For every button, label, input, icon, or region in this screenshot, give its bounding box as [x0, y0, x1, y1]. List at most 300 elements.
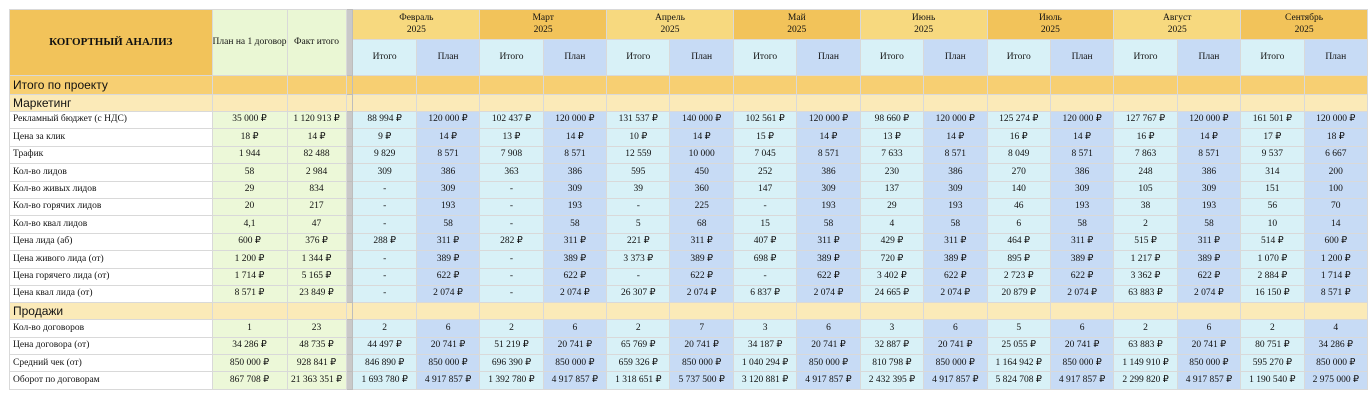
fact-total-cell[interactable]: 1 344 ₽ [287, 251, 346, 268]
subheader-total: Итого [733, 40, 796, 76]
month-plan-cell[interactable]: 8 571 [416, 146, 479, 163]
month-plan-cell[interactable]: 389 ₽ [1050, 251, 1113, 268]
month-header [987, 10, 1114, 40]
month-plan-cell[interactable]: 14 ₽ [543, 129, 606, 146]
month-plan-cell[interactable]: 6 [1050, 320, 1113, 337]
month-plan-cell[interactable]: 2 074 ₽ [1050, 285, 1113, 302]
month-total-cell[interactable]: - [353, 268, 416, 285]
month-total-cell[interactable]: 659 326 ₽ [607, 355, 670, 372]
plan-per-contract-cell[interactable]: 29 [212, 181, 287, 198]
month-plan-cell[interactable]: 70 [1304, 198, 1367, 215]
month-total-cell[interactable]: 15 [733, 216, 796, 233]
month-plan-cell[interactable]: 20 741 ₽ [924, 337, 987, 354]
section-cell [797, 76, 860, 95]
month-total-cell[interactable]: - [480, 251, 543, 268]
fact-total-cell[interactable]: 48 735 ₽ [287, 337, 346, 354]
fact-total-cell[interactable]: 23 849 ₽ [287, 285, 346, 302]
plan-per-contract-cell[interactable]: 1 200 ₽ [212, 251, 287, 268]
month-header [860, 10, 987, 40]
month-total-cell[interactable]: 151 [1241, 181, 1304, 198]
plan-per-contract-cell[interactable]: 600 ₽ [212, 233, 287, 250]
table-row [10, 285, 1368, 302]
plan-per-contract-cell[interactable]: 35 000 ₽ [212, 112, 287, 129]
month-plan-cell[interactable]: 309 [416, 181, 479, 198]
month-plan-cell[interactable]: 20 741 ₽ [543, 337, 606, 354]
month-plan-cell[interactable]: 6 [924, 320, 987, 337]
month-plan-cell[interactable]: 8 571 [1050, 146, 1113, 163]
month-header [607, 10, 734, 40]
month-total-cell[interactable]: 514 ₽ [1241, 233, 1304, 250]
month-total-cell[interactable]: 44 497 ₽ [353, 337, 416, 354]
section-cell [543, 76, 606, 95]
month-total-cell[interactable]: 698 ₽ [733, 251, 796, 268]
fact-total-cell[interactable]: 2 984 [287, 164, 346, 181]
plan-per-contract-cell[interactable]: 58 [212, 164, 287, 181]
month-total-cell[interactable]: 46 [987, 198, 1050, 215]
month-plan-cell[interactable]: 20 741 ₽ [797, 337, 860, 354]
month-total-cell[interactable]: 15 ₽ [733, 129, 796, 146]
month-total-cell[interactable]: 6 [987, 216, 1050, 233]
month-total-cell[interactable]: 3 362 ₽ [1114, 268, 1177, 285]
month-plan-cell[interactable]: 68 [670, 216, 733, 233]
frozen-divider [346, 303, 353, 320]
month-plan-cell[interactable]: 360 [670, 181, 733, 198]
section-cell [860, 95, 923, 112]
month-plan-cell[interactable]: 225 [670, 198, 733, 215]
month-plan-cell[interactable]: 4 917 857 ₽ [1177, 372, 1240, 389]
month-total-cell[interactable]: 309 [353, 164, 416, 181]
month-total-cell[interactable]: 407 ₽ [733, 233, 796, 250]
month-total-cell[interactable]: 515 ₽ [1114, 233, 1177, 250]
month-total-cell[interactable]: 9 ₽ [353, 129, 416, 146]
month-plan-cell[interactable]: 6 [416, 320, 479, 337]
month-total-cell[interactable]: - [733, 268, 796, 285]
month-plan-cell[interactable]: 8 571 [543, 146, 606, 163]
month-plan-cell[interactable]: 18 ₽ [1304, 129, 1367, 146]
plan-per-contract-cell[interactable]: 1 714 ₽ [212, 268, 287, 285]
month-total-cell[interactable]: 248 [1114, 164, 1177, 181]
month-plan-cell[interactable]: 2 074 ₽ [670, 285, 733, 302]
month-plan-cell[interactable]: 622 ₽ [670, 268, 733, 285]
month-plan-cell[interactable]: 58 [543, 216, 606, 233]
plan-per-contract-cell[interactable]: 34 286 ₽ [212, 337, 287, 354]
row-label: Трафик [10, 146, 213, 163]
month-total-cell[interactable]: 127 767 ₽ [1114, 112, 1177, 129]
section-cell [416, 95, 479, 112]
month-plan-cell[interactable]: 20 741 ₽ [416, 337, 479, 354]
month-plan-cell[interactable]: 311 ₽ [1050, 233, 1113, 250]
month-total-cell[interactable]: 2 299 820 ₽ [1114, 372, 1177, 389]
fact-total-cell[interactable]: 23 [287, 320, 346, 337]
month-total-cell[interactable]: 252 [733, 164, 796, 181]
section-cell [416, 76, 479, 95]
month-total-cell[interactable]: 2 [607, 320, 670, 337]
month-total-cell[interactable]: 32 887 ₽ [860, 337, 923, 354]
month-plan-cell[interactable]: 850 000 ₽ [797, 355, 860, 372]
month-total-cell[interactable]: 7 633 [860, 146, 923, 163]
month-plan-cell[interactable]: 850 000 ₽ [543, 355, 606, 372]
month-plan-cell[interactable]: 2 074 ₽ [797, 285, 860, 302]
month-total-cell[interactable]: 7 045 [733, 146, 796, 163]
month-plan-cell[interactable]: 14 ₽ [924, 129, 987, 146]
subheader-plan: План [416, 40, 479, 76]
month-total-cell[interactable]: 125 274 ₽ [987, 112, 1050, 129]
month-plan-cell[interactable]: 622 ₽ [924, 268, 987, 285]
fact-total-cell[interactable]: 82 488 [287, 146, 346, 163]
month-plan-cell[interactable]: 389 ₽ [924, 251, 987, 268]
month-total-cell[interactable]: 16 ₽ [987, 129, 1050, 146]
month-plan-cell[interactable]: 386 [543, 164, 606, 181]
month-total-cell[interactable]: 65 769 ₽ [607, 337, 670, 354]
month-total-cell[interactable]: 1 070 ₽ [1241, 251, 1304, 268]
month-plan-cell[interactable]: 2 074 ₽ [924, 285, 987, 302]
fact-total-cell[interactable]: 1 120 913 ₽ [287, 112, 346, 129]
month-total-cell[interactable]: 25 055 ₽ [987, 337, 1050, 354]
month-plan-cell[interactable]: 120 000 ₽ [543, 112, 606, 129]
month-total-cell[interactable]: 221 ₽ [607, 233, 670, 250]
month-total-cell[interactable]: 7 863 [1114, 146, 1177, 163]
month-total-cell[interactable]: 2 [1114, 216, 1177, 233]
month-plan-cell[interactable]: 6 667 [1304, 146, 1367, 163]
month-total-cell[interactable]: 10 [1241, 216, 1304, 233]
fact-total-cell[interactable]: 14 ₽ [287, 129, 346, 146]
month-plan-cell[interactable]: 14 ₽ [797, 129, 860, 146]
month-total-cell[interactable]: 102 437 ₽ [480, 112, 543, 129]
month-total-cell[interactable]: 26 307 ₽ [607, 285, 670, 302]
month-total-cell[interactable]: 63 883 ₽ [1114, 337, 1177, 354]
plan-per-contract-cell[interactable]: 8 571 ₽ [212, 285, 287, 302]
plan-per-contract-cell[interactable]: 1 944 [212, 146, 287, 163]
month-total-cell[interactable]: 314 [1241, 164, 1304, 181]
month-plan-cell[interactable]: 193 [416, 198, 479, 215]
month-plan-cell[interactable]: 193 [1050, 198, 1113, 215]
month-plan-cell[interactable]: 389 ₽ [670, 251, 733, 268]
month-total-cell[interactable]: 288 ₽ [353, 233, 416, 250]
month-plan-cell[interactable]: 386 [1050, 164, 1113, 181]
month-total-cell[interactable]: 595 [607, 164, 670, 181]
month-plan-cell[interactable]: 311 ₽ [797, 233, 860, 250]
month-plan-cell[interactable]: 850 000 ₽ [670, 355, 733, 372]
month-plan-cell[interactable]: 622 ₽ [1050, 268, 1113, 285]
month-total-cell[interactable]: 39 [607, 181, 670, 198]
month-plan-cell[interactable]: 309 [797, 181, 860, 198]
month-total-cell[interactable]: 363 [480, 164, 543, 181]
plan-per-contract-cell[interactable]: 4,1 [212, 216, 287, 233]
month-plan-cell[interactable]: 311 ₽ [1177, 233, 1240, 250]
month-plan-cell[interactable]: 8 571 [924, 146, 987, 163]
month-total-cell[interactable]: 16 150 ₽ [1241, 285, 1304, 302]
table-row [10, 355, 1368, 372]
month-total-cell[interactable]: 102 561 ₽ [733, 112, 796, 129]
fact-total-cell[interactable]: 217 [287, 198, 346, 215]
month-total-cell[interactable]: 1 318 651 ₽ [607, 372, 670, 389]
month-total-cell[interactable]: 2 723 ₽ [987, 268, 1050, 285]
month-plan-cell[interactable]: 386 [797, 164, 860, 181]
month-total-cell[interactable]: 137 [860, 181, 923, 198]
month-total-cell[interactable]: 846 890 ₽ [353, 355, 416, 372]
month-total-cell[interactable]: 2 [353, 320, 416, 337]
month-plan-cell[interactable]: 193 [797, 198, 860, 215]
month-plan-cell[interactable]: 100 [1304, 181, 1367, 198]
month-total-cell[interactable]: 20 879 ₽ [987, 285, 1050, 302]
month-total-cell[interactable]: 161 501 ₽ [1241, 112, 1304, 129]
row-label: Кол-во договоров [10, 320, 213, 337]
month-total-cell[interactable]: 9 537 [1241, 146, 1304, 163]
month-plan-cell[interactable]: 14 [1304, 216, 1367, 233]
month-plan-cell[interactable]: 20 741 ₽ [670, 337, 733, 354]
month-total-cell[interactable]: 3 [860, 320, 923, 337]
month-total-cell[interactable]: - [607, 268, 670, 285]
month-total-cell[interactable]: - [480, 285, 543, 302]
section-cell [1177, 303, 1240, 320]
month-plan-cell[interactable]: 309 [1177, 181, 1240, 198]
month-total-cell[interactable]: 1 149 910 ₽ [1114, 355, 1177, 372]
subheader-plan: План [1177, 40, 1240, 76]
month-plan-cell[interactable]: 4 [1304, 320, 1367, 337]
month-plan-cell[interactable]: 193 [543, 198, 606, 215]
month-plan-cell[interactable]: 1 200 ₽ [1304, 251, 1367, 268]
month-plan-cell[interactable]: 58 [1050, 216, 1113, 233]
month-total-cell[interactable]: - [480, 216, 543, 233]
month-plan-cell[interactable]: 6 [1177, 320, 1240, 337]
month-total-cell[interactable]: 29 [860, 198, 923, 215]
month-plan-cell[interactable]: 193 [1177, 198, 1240, 215]
row-label: Цена горячего лида (от) [10, 268, 213, 285]
month-plan-cell[interactable]: 600 ₽ [1304, 233, 1367, 250]
section-cell [924, 76, 987, 95]
month-plan-cell[interactable]: 389 ₽ [543, 251, 606, 268]
month-header [480, 10, 607, 40]
month-total-cell[interactable]: 38 [1114, 198, 1177, 215]
month-total-cell[interactable]: 2 [1114, 320, 1177, 337]
month-total-cell[interactable]: 6 837 ₽ [733, 285, 796, 302]
month-total-cell[interactable]: 3 120 881 ₽ [733, 372, 796, 389]
month-plan-cell[interactable]: 4 917 857 ₽ [797, 372, 860, 389]
fact-total-cell[interactable]: 5 165 ₽ [287, 268, 346, 285]
month-total-cell[interactable]: 895 ₽ [987, 251, 1050, 268]
month-total-cell[interactable]: - [733, 198, 796, 215]
section-cell [860, 76, 923, 95]
month-total-cell[interactable]: - [353, 285, 416, 302]
month-total-cell[interactable]: 7 908 [480, 146, 543, 163]
month-plan-cell[interactable]: 311 ₽ [670, 233, 733, 250]
section-cell [212, 76, 287, 95]
month-total-cell[interactable]: 1 693 780 ₽ [353, 372, 416, 389]
month-plan-cell[interactable]: 622 ₽ [1177, 268, 1240, 285]
month-plan-cell[interactable]: 311 ₽ [543, 233, 606, 250]
month-plan-cell[interactable]: 850 000 ₽ [1177, 355, 1240, 372]
month-plan-cell[interactable]: 200 [1304, 164, 1367, 181]
month-total-cell[interactable]: 12 559 [607, 146, 670, 163]
month-plan-cell[interactable]: 120 000 ₽ [1177, 112, 1240, 129]
month-plan-cell[interactable]: 58 [1177, 216, 1240, 233]
month-total-cell[interactable]: 8 049 [987, 146, 1050, 163]
month-plan-cell[interactable]: 1 714 ₽ [1304, 268, 1367, 285]
month-plan-cell[interactable]: 2 074 ₽ [543, 285, 606, 302]
month-plan-cell[interactable]: 120 000 ₽ [1050, 112, 1113, 129]
month-total-cell[interactable]: 1 164 942 ₽ [987, 355, 1050, 372]
subheader-total: Итого [607, 40, 670, 76]
month-total-cell[interactable]: 34 187 ₽ [733, 337, 796, 354]
month-total-cell[interactable]: 140 [987, 181, 1050, 198]
month-total-cell[interactable]: 13 ₽ [860, 129, 923, 146]
fact-total-cell[interactable]: 834 [287, 181, 346, 198]
month-total-cell[interactable]: 595 270 ₽ [1241, 355, 1304, 372]
month-total-cell[interactable]: 5 824 708 ₽ [987, 372, 1050, 389]
month-plan-cell[interactable]: 120 000 ₽ [924, 112, 987, 129]
month-total-cell[interactable]: 88 994 ₽ [353, 112, 416, 129]
month-plan-cell[interactable]: 4 917 857 ₽ [416, 372, 479, 389]
month-plan-cell[interactable]: 4 917 857 ₽ [1050, 372, 1113, 389]
month-plan-cell[interactable]: 850 000 ₽ [1050, 355, 1113, 372]
month-total-cell[interactable]: 5 [607, 216, 670, 233]
month-total-cell[interactable]: 80 751 ₽ [1241, 337, 1304, 354]
month-plan-cell[interactable]: 140 000 ₽ [670, 112, 733, 129]
month-total-cell[interactable]: 720 ₽ [860, 251, 923, 268]
table-title: КОГОРТНЫЙ АНАЛИЗ [10, 10, 213, 76]
month-plan-cell[interactable]: 14 ₽ [670, 129, 733, 146]
plan-per-contract-cell[interactable]: 1 [212, 320, 287, 337]
month-plan-cell[interactable]: 58 [416, 216, 479, 233]
month-plan-cell[interactable]: 6 [797, 320, 860, 337]
month-plan-cell[interactable]: 14 ₽ [416, 129, 479, 146]
month-total-cell[interactable]: 696 390 ₽ [480, 355, 543, 372]
month-total-cell[interactable]: 3 373 ₽ [607, 251, 670, 268]
frozen-divider [346, 285, 353, 302]
month-plan-cell[interactable]: 622 ₽ [797, 268, 860, 285]
month-total-cell[interactable]: - [607, 198, 670, 215]
month-total-cell[interactable]: 2 432 395 ₽ [860, 372, 923, 389]
month-plan-cell[interactable]: 4 917 857 ₽ [543, 372, 606, 389]
month-total-cell[interactable]: 270 [987, 164, 1050, 181]
fact-total-cell[interactable]: 47 [287, 216, 346, 233]
plan-per-contract-cell[interactable]: 20 [212, 198, 287, 215]
month-plan-cell[interactable]: 309 [1050, 181, 1113, 198]
month-total-cell[interactable]: 2 884 ₽ [1241, 268, 1304, 285]
month-total-cell[interactable]: 2 [1241, 320, 1304, 337]
month-plan-cell[interactable]: 309 [924, 181, 987, 198]
month-plan-cell[interactable]: 34 286 ₽ [1304, 337, 1367, 354]
month-total-cell[interactable]: 1 040 294 ₽ [733, 355, 796, 372]
month-plan-cell[interactable]: 20 741 ₽ [1177, 337, 1240, 354]
month-total-cell[interactable]: 56 [1241, 198, 1304, 215]
month-total-cell[interactable]: 63 883 ₽ [1114, 285, 1177, 302]
fact-total-cell[interactable]: 376 ₽ [287, 233, 346, 250]
month-plan-cell[interactable]: 386 [924, 164, 987, 181]
month-plan-cell[interactable]: 7 [670, 320, 733, 337]
section-cell [987, 95, 1050, 112]
month-total-cell[interactable]: 17 ₽ [1241, 129, 1304, 146]
month-plan-cell[interactable]: 389 ₽ [797, 251, 860, 268]
plan-per-contract-cell[interactable]: 18 ₽ [212, 129, 287, 146]
plan-per-contract-cell[interactable]: 850 000 ₽ [212, 355, 287, 372]
month-total-cell[interactable]: 3 [733, 320, 796, 337]
month-plan-cell[interactable]: 120 000 ₽ [1304, 112, 1367, 129]
month-total-cell[interactable]: 10 ₽ [607, 129, 670, 146]
month-total-cell[interactable]: 131 537 ₽ [607, 112, 670, 129]
month-total-cell[interactable]: 230 [860, 164, 923, 181]
month-plan-cell[interactable]: 622 ₽ [416, 268, 479, 285]
month-total-cell[interactable]: 429 ₽ [860, 233, 923, 250]
month-total-cell[interactable]: 13 ₽ [480, 129, 543, 146]
month-plan-cell[interactable]: 389 ₽ [1177, 251, 1240, 268]
month-plan-cell[interactable]: 450 [670, 164, 733, 181]
month-plan-cell[interactable]: 850 000 ₽ [924, 355, 987, 372]
month-plan-cell[interactable]: 6 [543, 320, 606, 337]
month-plan-cell[interactable]: 4 917 857 ₽ [924, 372, 987, 389]
month-plan-cell[interactable]: 850 000 ₽ [416, 355, 479, 372]
month-total-cell[interactable]: - [480, 181, 543, 198]
plan-per-contract-header [212, 10, 287, 76]
month-total-cell[interactable]: - [480, 268, 543, 285]
section-cell [212, 95, 287, 112]
month-plan-cell[interactable]: 193 [924, 198, 987, 215]
month-total-cell[interactable]: 51 219 ₽ [480, 337, 543, 354]
section-cell [733, 303, 796, 320]
month-plan-cell[interactable]: 850 000 ₽ [1304, 355, 1367, 372]
month-total-cell[interactable]: 282 ₽ [480, 233, 543, 250]
month-total-cell[interactable]: 98 660 ₽ [860, 112, 923, 129]
month-total-cell[interactable]: 105 [1114, 181, 1177, 198]
month-total-cell[interactable]: - [353, 198, 416, 215]
month-total-cell[interactable]: - [353, 181, 416, 198]
month-total-cell[interactable]: 464 ₽ [987, 233, 1050, 250]
month-total-cell[interactable]: 16 ₽ [1114, 129, 1177, 146]
month-total-cell[interactable]: 5 [987, 320, 1050, 337]
month-plan-cell[interactable]: 2 074 ₽ [1177, 285, 1240, 302]
month-total-cell[interactable]: 810 798 ₽ [860, 355, 923, 372]
month-plan-cell[interactable]: 58 [797, 216, 860, 233]
month-plan-cell[interactable]: 386 [1177, 164, 1240, 181]
month-plan-cell[interactable]: 120 000 ₽ [416, 112, 479, 129]
month-total-cell[interactable]: 4 [860, 216, 923, 233]
month-plan-cell[interactable]: 389 ₽ [416, 251, 479, 268]
plan-per-contract-cell[interactable]: 867 708 ₽ [212, 372, 287, 389]
month-plan-cell[interactable]: 386 [416, 164, 479, 181]
month-total-cell[interactable]: 147 [733, 181, 796, 198]
month-plan-cell[interactable]: 14 ₽ [1050, 129, 1113, 146]
month-plan-cell[interactable]: 10 000 [670, 146, 733, 163]
month-plan-cell[interactable]: 120 000 ₽ [797, 112, 860, 129]
month-plan-cell[interactable]: 8 571 [797, 146, 860, 163]
month-total-cell[interactable]: 2 [480, 320, 543, 337]
month-plan-cell[interactable]: 2 975 000 ₽ [1304, 372, 1367, 389]
month-total-cell[interactable]: 3 402 ₽ [860, 268, 923, 285]
month-plan-cell[interactable]: 309 [543, 181, 606, 198]
month-total-cell[interactable]: - [353, 216, 416, 233]
month-plan-cell[interactable]: 58 [924, 216, 987, 233]
fact-total-cell[interactable]: 928 841 ₽ [287, 355, 346, 372]
month-plan-cell[interactable]: 20 741 ₽ [1050, 337, 1113, 354]
month-total-cell[interactable]: 24 665 ₽ [860, 285, 923, 302]
month-total-cell[interactable]: 1 392 780 ₽ [480, 372, 543, 389]
month-total-cell[interactable]: - [353, 251, 416, 268]
month-total-cell[interactable]: 1 217 ₽ [1114, 251, 1177, 268]
month-plan-cell[interactable]: 14 ₽ [1177, 129, 1240, 146]
month-plan-cell[interactable]: 311 ₽ [924, 233, 987, 250]
month-year: 2025 [406, 24, 426, 35]
month-total-cell[interactable]: - [480, 198, 543, 215]
month-plan-cell[interactable]: 5 737 500 ₽ [670, 372, 733, 389]
month-plan-cell[interactable]: 2 074 ₽ [416, 285, 479, 302]
month-plan-cell[interactable]: 311 ₽ [416, 233, 479, 250]
month-total-cell[interactable]: 1 190 540 ₽ [1241, 372, 1304, 389]
month-plan-cell[interactable]: 8 571 [1177, 146, 1240, 163]
fact-total-cell[interactable]: 21 363 351 ₽ [287, 372, 346, 389]
month-plan-cell[interactable]: 622 ₽ [543, 268, 606, 285]
month-plan-cell[interactable]: 8 571 ₽ [1304, 285, 1367, 302]
month-total-cell[interactable]: 9 829 [353, 146, 416, 163]
